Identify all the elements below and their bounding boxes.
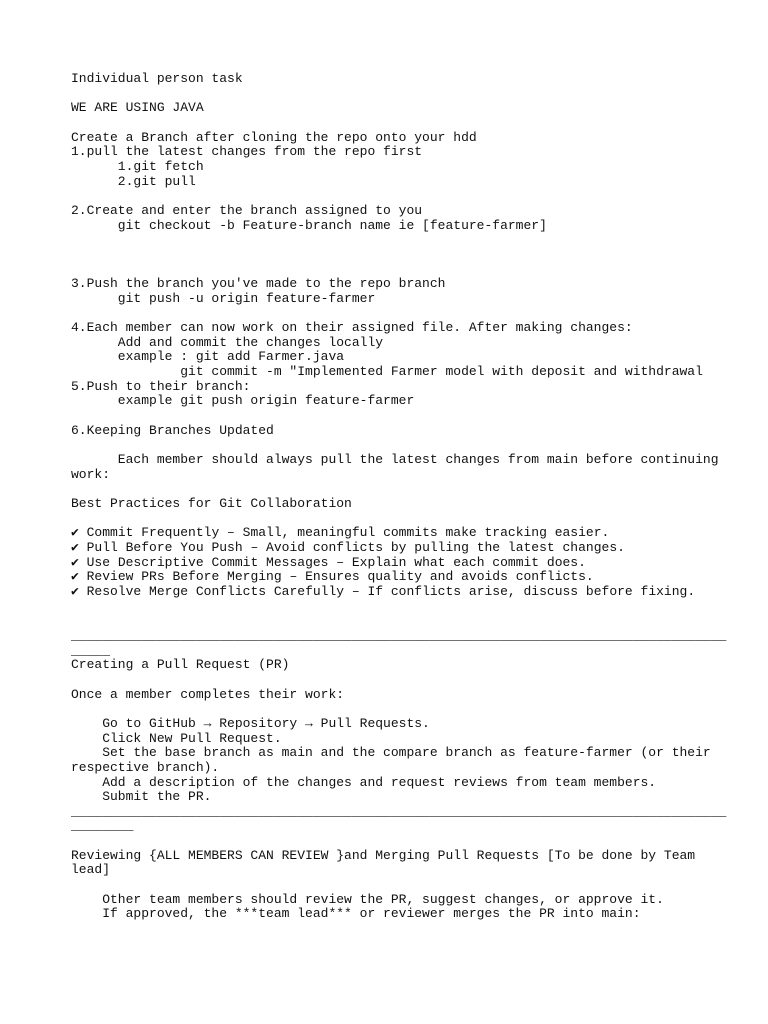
- blank-line: [71, 233, 711, 248]
- pr-step: Add a description of the changes and request reviews from team members.: [71, 774, 657, 790]
- blank-line: [71, 248, 711, 263]
- review-step: If approved, the ***team lead*** or reviewer merges the PR into main:: [71, 906, 641, 922]
- pr-step: Set the base branch as main and the compare branch as feature-farmer (or their: [71, 745, 711, 761]
- best-practice-item: ✔ Commit Frequently – Small, meaningful commits make tracking easier.: [71, 525, 610, 541]
- divider-rule: ________: [71, 818, 134, 834]
- best-practice-item: ✔ Review PRs Before Merging – Ensures quality and avoids conflicts.: [71, 569, 594, 585]
- document-page: [71, 71, 727, 922]
- review-heading: lead]: [71, 862, 111, 878]
- divider-rule: _____: [71, 642, 111, 658]
- blank-line: [71, 263, 711, 278]
- divider-rule: ____________________________________________________________________________________: [71, 803, 727, 819]
- divider-rule: ____________________________________________________________________________________: [71, 627, 727, 643]
- language-note: WE ARE USING JAVA: [71, 100, 204, 116]
- step-1-command: 1.git fetch: [71, 158, 204, 174]
- step-6: 6.Keeping Branches Updated: [71, 422, 274, 438]
- step-4-example: git commit -m "Implemented Farmer model with deposit and withdrawal: [71, 364, 703, 380]
- step-5-example: example git push origin feature-farmer: [71, 393, 415, 409]
- step-4-detail: Add and commit the changes locally: [71, 334, 384, 350]
- blank-line: [71, 512, 711, 527]
- doc-title: Individual person task: [71, 71, 243, 86]
- blank-line: [71, 116, 711, 131]
- best-practice-item: ✔ Use Descriptive Commit Messages – Explain what each commit does.: [71, 554, 586, 570]
- best-practices-heading: Best Practices for Git Collaboration: [71, 496, 352, 512]
- pr-heading: Creating a Pull Request (PR): [71, 657, 290, 673]
- step-3-command: git push -u origin feature-farmer: [71, 290, 376, 306]
- blank-line: [71, 482, 711, 497]
- pr-step: Click New Pull Request.: [71, 730, 282, 746]
- step-6-detail: work:: [71, 466, 111, 482]
- step-2: 2.Create and enter the branch assigned to you: [71, 202, 423, 218]
- blank-line: [71, 834, 711, 849]
- blank-line: [71, 600, 711, 615]
- step-3: 3.Push the branch you've made to the repo branch: [71, 276, 446, 292]
- best-practice-item: ✔ Resolve Merge Conflicts Carefully – If conflicts arise, discuss before fixing.: [71, 583, 696, 599]
- blank-line: [71, 702, 711, 717]
- blank-line: [71, 673, 711, 688]
- pr-step: Submit the PR.: [71, 789, 212, 805]
- step-4-example: example : git add Farmer.java: [71, 349, 345, 365]
- step-1: 1.pull the latest changes from the repo first: [71, 144, 423, 160]
- best-practice-item: ✔ Pull Before You Push – Avoid conflicts by pulling the latest changes.: [71, 540, 625, 555]
- step-1-command: 2.git pull: [71, 173, 196, 189]
- step-6-detail: Each member should always pull the latest changes from main before continuing: [71, 452, 719, 468]
- blank-line: [71, 409, 711, 424]
- blank-line: [71, 878, 711, 893]
- blank-line: [71, 438, 711, 453]
- blank-line: [71, 87, 711, 102]
- review-step: Other team members should review the PR, suggest changes, or approve it.: [71, 891, 664, 907]
- step-2-command: git checkout -b Feature-branch name ie [feature-farmer]: [71, 217, 547, 233]
- section-intro: Create a Branch after cloning the repo onto your hdd: [71, 129, 477, 145]
- pr-intro: Once a member completes their work:: [71, 686, 345, 702]
- pr-step: respective branch).: [71, 759, 220, 775]
- step-5: 5.Push to their branch:: [71, 378, 251, 394]
- pr-step: Go to GitHub → Repository → Pull Requests.: [71, 715, 430, 731]
- blank-line: [71, 614, 711, 629]
- review-heading: Reviewing {ALL MEMBERS CAN REVIEW }and Merging Pull Requests [To be done by Team: [71, 847, 696, 863]
- blank-line: [71, 307, 711, 322]
- blank-line: [71, 189, 711, 204]
- step-4: 4.Each member can now work on their assigned file. After making changes:: [71, 320, 633, 336]
